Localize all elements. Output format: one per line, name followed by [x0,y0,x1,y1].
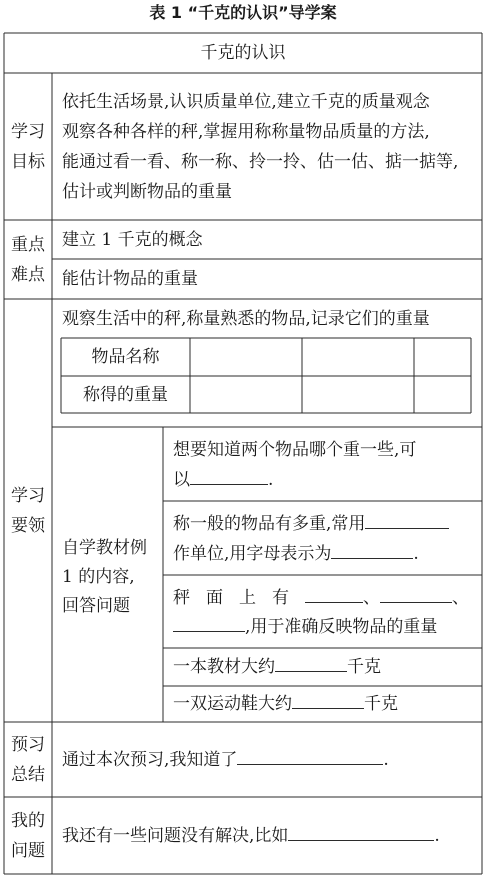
question-5-prefix: 一双运动鞋大约 [173,694,292,714]
question-5 [173,690,398,718]
goals-line-4: 估计或判断物品的重量 [62,182,232,202]
key-points-label-line-2: 难点 [11,264,45,285]
question-4-prefix: 一本教材大约 [173,657,275,677]
key-point-1: 建立 1 千克的概念 [62,230,203,250]
question-1-line-1: 想要知道两个物品哪个重一些,可 [173,440,417,460]
table-title: 千克的认识 [200,43,286,63]
answer-blank-q2-symbol[interactable] [331,540,413,559]
key-points-label [4,220,52,299]
table-caption: 表 1 “千克的认识”导学案 [149,3,337,22]
record-cell-weight-3[interactable] [415,377,470,412]
answer-blank-q3-a[interactable] [305,584,363,603]
question-2-suffix: . [413,544,419,564]
question-1-prefix: 以 [173,470,190,490]
question-4-suffix: 千克 [347,657,381,677]
question-4 [173,653,381,681]
my-questions-line [62,822,440,850]
question-3-line-2 [173,613,437,641]
goals-line-3: 能通过看一看、称一称、拎一拎、估一估、掂一掂等, [62,152,459,172]
question-3-line-1 [173,584,469,612]
summary-label-line-1: 预习 [11,734,45,755]
key-points-label-line-1: 重点 [11,234,45,255]
answer-blank-q1[interactable] [190,466,268,485]
answer-blank-q3-b[interactable] [380,584,452,603]
self-study-line-1: 自学教材例 [62,538,147,558]
record-table-item-name-header: 物品名称 [91,347,160,367]
answer-blank-my-questions[interactable] [288,822,434,841]
summary-label-line-2: 总结 [11,764,45,785]
question-3-separator-1: 、 [363,588,380,608]
my-questions-label-line-1: 我的 [11,810,45,831]
self-study-line-3: 回答问题 [62,596,130,616]
goals-line-2: 观察各种各样的秤,掌握用称称量物品质量的方法, [62,122,430,142]
question-1-line-2 [173,466,273,494]
question-1-suffix: . [268,470,274,490]
question-2-middle: 作单位,用字母表示为 [173,544,332,564]
my-questions-suffix: . [434,826,440,846]
essentials-label [4,299,52,722]
key-point-2: 能估计物品的重量 [62,269,198,289]
essentials-label-line-1: 学习 [11,485,45,506]
question-2-line-1 [173,510,449,538]
answer-blank-q4[interactable] [275,653,347,672]
answer-blank-q5[interactable] [292,690,364,709]
goals-label [4,73,52,220]
question-3-separator-2: 、 [452,588,469,608]
goals-label-line-1: 学习 [11,121,45,142]
question-5-suffix: 千克 [364,694,398,714]
summary-label [4,722,52,797]
my-questions-prefix: 我还有一些问题没有解决,比如 [62,826,289,846]
record-cell-weight-2[interactable] [303,377,413,412]
record-cell-weight-1[interactable] [191,377,301,412]
question-3-suffix: ,用于准确反映物品的重量 [245,617,438,637]
observe-instruction: 观察生活中的秤,称量熟悉的物品,记录它们的重量 [62,309,430,329]
question-3-prefix: 秤面上有 [173,588,305,608]
essentials-label-line-2: 要领 [11,515,45,536]
record-cell-item-3[interactable] [415,339,470,375]
summary-prefix: 通过本次预习,我知道了 [62,750,238,770]
summary-line [62,746,389,774]
answer-blank-q2-unit[interactable] [365,510,449,529]
my-questions-label-line-2: 问题 [11,840,45,861]
record-cell-item-2[interactable] [303,339,413,375]
answer-blank-summary[interactable] [237,746,383,765]
my-questions-label [4,797,52,874]
goals-label-line-2: 目标 [11,151,45,172]
question-2-prefix: 称一般的物品有多重,常用 [173,514,366,534]
answer-blank-q3-c[interactable] [173,613,245,632]
goals-line-1: 依托生活场景,认识质量单位,建立千克的质量观念 [62,92,430,112]
summary-suffix: . [383,750,389,770]
self-study-line-2: 1 的内容, [62,567,135,587]
record-cell-item-1[interactable] [191,339,301,375]
record-table-weight-header: 称得的重量 [83,384,168,405]
question-2-line-2 [173,540,419,568]
